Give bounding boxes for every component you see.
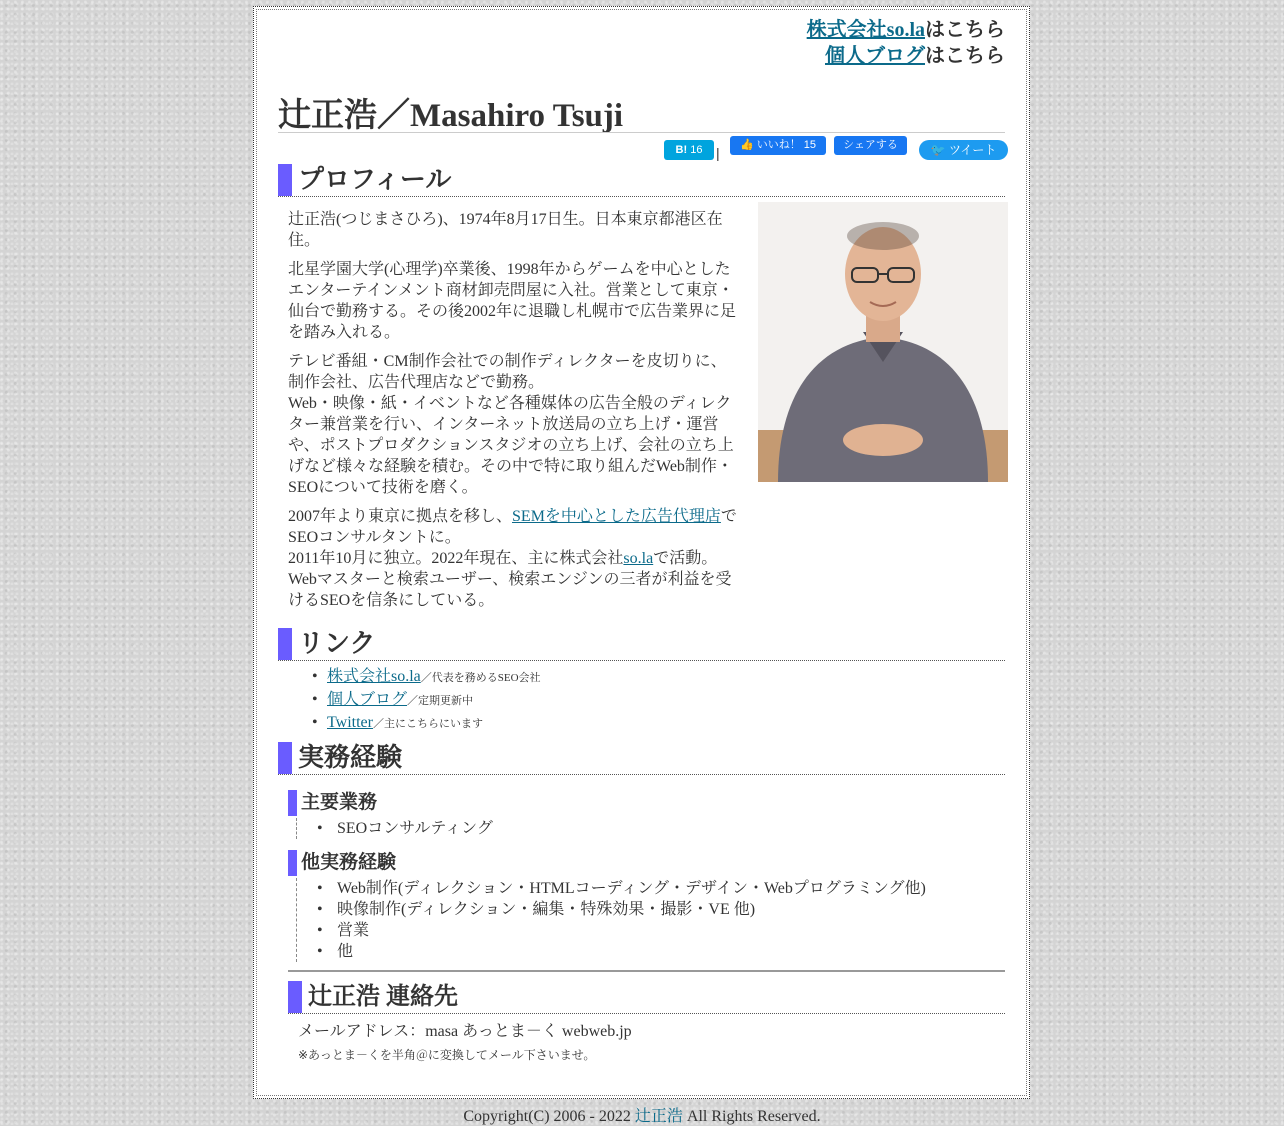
list-item: • SEOコンサルティング xyxy=(297,818,493,839)
experience-heading-text: 実務経験 xyxy=(298,743,403,772)
sem-agency-link[interactable]: SEMを中心とした広告代理店 xyxy=(512,508,721,525)
profile-paragraph: 北星学園大学(心理学)卒業後、1998年からゲームを中心としたエンターテインメント商材卸売問屋に入社。営業として東京・仙台で勤務する。その後2002年に退職し札幌市で広告業界に足を踏み入れる。 xyxy=(288,261,737,341)
heading-accent-bar xyxy=(278,628,292,660)
heading-accent-bar xyxy=(278,742,292,774)
sola-company-link[interactable]: 株式会社so.la xyxy=(327,668,421,685)
copyright-text: Copyright(C) 2006 - 2022 xyxy=(463,1108,635,1125)
links-list xyxy=(309,666,541,735)
list-item: • 営業 xyxy=(297,920,926,941)
profile-text-span: Webマスターと検索ユーザー、検索エンジンの三者が利益を受けるSEOを信条にしている。 xyxy=(288,571,732,609)
contact-heading-text: 辻正浩 連絡先 xyxy=(308,984,458,1010)
profile-paragraph xyxy=(288,506,738,611)
copyright-text: All Rights Reserved. xyxy=(682,1108,821,1125)
footer-copyright xyxy=(0,1103,1284,1126)
share-separator: | xyxy=(716,145,720,161)
profile-paragraph xyxy=(288,351,738,498)
profile-text-span: 2007年より東京に拠点を移し、 xyxy=(288,508,513,525)
profile-text xyxy=(288,209,738,619)
footer-author-link[interactable]: 辻正浩 xyxy=(634,1108,683,1125)
portrait-illustration xyxy=(758,202,1008,482)
other-work-heading-text: 他実務経験 xyxy=(301,852,397,873)
profile-text-span: Web・映像・紙・イベントなど各種媒体の広告全般のディレクター兼営業を行い、インターネット放送局の立ち上げ・運営や、ポストプロダクションスタジオの立ち上げ、会社の立ち上げなど様々な経験を積む。その中で特に取り組んだWeb制作・SEOについて技術を磨く。 xyxy=(288,395,734,496)
sola-link[interactable]: so.la xyxy=(623,550,654,567)
link-note: ／主にこちらにいます xyxy=(372,718,483,730)
personal-blog-link[interactable]: 個人ブログ xyxy=(327,691,408,708)
heading-accent-bar xyxy=(288,981,302,1013)
facebook-share-button[interactable]: シェアする xyxy=(834,136,907,155)
facebook-like-button[interactable] xyxy=(730,136,826,155)
subheading-accent-bar xyxy=(288,790,297,816)
hatena-icon: B! xyxy=(675,144,688,156)
email-address: メールアドレス：masa あっとま－く webweb.jp xyxy=(298,1023,632,1040)
list-item: • Web制作(ディレクション・HTMLコーディング・デザイン・Webプログラミング他) xyxy=(297,878,926,899)
profile-text-span: でSEOコンサルタントに。 xyxy=(288,508,737,546)
tweet-label: ツイート xyxy=(948,143,997,157)
link-note: ／代表を務めるSEO会社 xyxy=(420,672,541,684)
profile-text-span: で活動。 xyxy=(653,550,718,567)
other-work-list xyxy=(296,878,926,962)
email-note: ※あっとま－くを半角＠に変換してメール下さいませ。 xyxy=(298,1048,596,1062)
blog-link-suffix: はこちら xyxy=(925,45,1005,67)
main-work-heading xyxy=(288,790,1005,816)
company-link-suffix: はこちら xyxy=(925,19,1005,41)
heading-accent-bar xyxy=(278,164,292,196)
list-item: • 映像制作(ディレクション・編集・特殊効果・撮影・VE 他) xyxy=(297,899,926,920)
list-item xyxy=(309,712,541,735)
profile-heading xyxy=(278,164,1005,197)
profile-photo xyxy=(758,202,1008,482)
main-work-list xyxy=(296,818,493,839)
facebook-like-label: いいね！ 15 xyxy=(756,139,817,151)
hatena-bookmark-button[interactable] xyxy=(664,140,714,160)
contact-heading xyxy=(288,981,1005,1014)
main-work-heading-text: 主要業務 xyxy=(301,792,378,813)
list-item: • 他 xyxy=(297,941,926,962)
other-work-heading xyxy=(288,850,1005,876)
profile-paragraph: 辻正浩(つじまさひろ)、1974年8月17日生。日本東京都港区在住。 xyxy=(288,211,723,249)
page-title: 辻正浩／Masahiro Tsuji xyxy=(278,98,624,134)
tweet-button[interactable] xyxy=(919,140,1008,160)
twitter-bird-icon: 🐦 xyxy=(930,143,946,157)
profile-text-span: 2011年10月に独立。2022年現在、主に株式会社 xyxy=(288,550,624,567)
list-item xyxy=(309,666,541,689)
links-heading-text: リンク xyxy=(298,629,376,658)
thumbs-up-icon: 👍 xyxy=(739,139,754,151)
link-note: ／定期更新中 xyxy=(407,695,474,707)
profile-heading-text: プロフィール xyxy=(298,165,452,194)
top-links xyxy=(807,17,1005,69)
hatena-count: 16 xyxy=(690,144,703,156)
page-container xyxy=(253,6,1030,1099)
links-heading xyxy=(278,628,1005,661)
blog-link[interactable]: 個人ブログ xyxy=(825,45,925,67)
section-divider xyxy=(288,970,1005,972)
experience-heading xyxy=(278,742,1005,775)
profile-text-span: テレビ番組・CM制作会社での制作ディレクターを皮切りに、制作会社、広告代理店などで勤務。 xyxy=(288,353,727,391)
company-link[interactable]: 株式会社so.la xyxy=(806,19,925,41)
list-item xyxy=(309,689,541,712)
subheading-accent-bar xyxy=(288,850,297,876)
title-divider xyxy=(278,132,1005,133)
twitter-link[interactable]: Twitter xyxy=(327,714,373,731)
